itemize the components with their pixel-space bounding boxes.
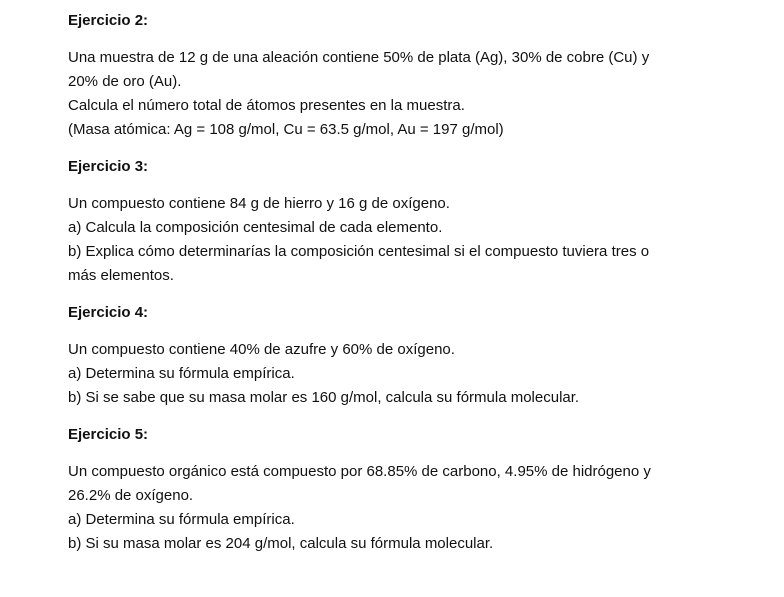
exercise-2-title: Ejercicio 2: bbox=[68, 12, 149, 29]
exercise-2-line-2: 20% de oro (Au). bbox=[68, 73, 182, 90]
exercise-3-title: Ejercicio 3: bbox=[68, 158, 149, 175]
exercise-5-title: Ejercicio 5: bbox=[68, 426, 149, 443]
exercise-3-line-1: Un compuesto contiene 84 g de hierro y 16 g de oxígeno. bbox=[68, 195, 450, 212]
exercise-2-line-4: (Masa atómica: Ag = 108 g/mol, Cu = 63.5 g/mol, Au = 197 g/mol) bbox=[68, 121, 504, 138]
exercise-5-body bbox=[68, 460, 714, 556]
exercise-5-line-2: 26.2% de oxígeno. bbox=[68, 487, 194, 504]
exercise-5-line-1: Un compuesto orgánico está compuesto por 68.85% de carbono, 4.95% de hidrógeno y bbox=[68, 463, 651, 480]
exercise-3 bbox=[68, 156, 714, 302]
exercise-4 bbox=[68, 302, 714, 424]
exercise-3-line-2: a) Calcula la composición centesimal de cada elemento. bbox=[68, 219, 443, 236]
exercise-2-line-1: Una muestra de 12 g de una aleación contiene 50% de plata (Ag), 30% de cobre (Cu) y bbox=[68, 49, 650, 66]
exercise-4-title: Ejercicio 4: bbox=[68, 304, 149, 321]
exercise-3-line-4: más elementos. bbox=[68, 267, 174, 284]
exercise-5-line-3: a) Determina su fórmula empírica. bbox=[68, 511, 295, 528]
exercise-2-line-3: Calcula el número total de átomos presentes en la muestra. bbox=[68, 97, 465, 114]
exercise-3-line-3: b) Explica cómo determinarías la composición centesimal si el compuesto tuviera tres o bbox=[68, 243, 650, 260]
exercise-4-line-3: b) Si se sabe que su masa molar es 160 g/mol, calcula su fórmula molecular. bbox=[68, 389, 580, 406]
exercise-5 bbox=[68, 424, 714, 556]
exercise-2 bbox=[68, 10, 714, 156]
exercise-2-body bbox=[68, 46, 714, 142]
exercise-5-line-4: b) Si su masa molar es 204 g/mol, calcula su fórmula molecular. bbox=[68, 535, 494, 552]
exercise-4-line-1: Un compuesto contiene 40% de azufre y 60% de oxígeno. bbox=[68, 341, 455, 358]
exercise-4-line-2: a) Determina su fórmula empírica. bbox=[68, 365, 295, 382]
exercise-4-body bbox=[68, 338, 714, 410]
exercise-3-body bbox=[68, 192, 714, 288]
